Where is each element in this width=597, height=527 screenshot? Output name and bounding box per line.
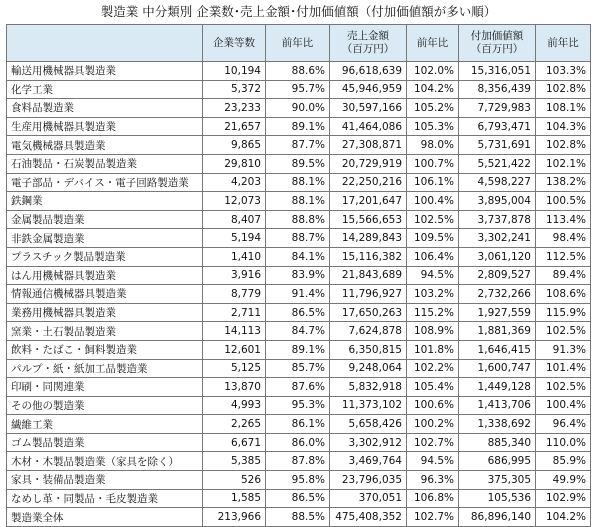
value-cell: 105.2%	[407, 99, 459, 118]
value-cell: 4,993	[203, 396, 266, 415]
table-row	[7, 247, 591, 266]
table-row	[7, 210, 591, 229]
value-cell: 115.9%	[536, 303, 591, 322]
value-cell: 85.7%	[266, 359, 330, 378]
value-cell: 103.3%	[536, 62, 591, 81]
value-cell: 88.1%	[266, 173, 330, 192]
value-cell: 2,265	[203, 415, 266, 434]
table-row	[7, 471, 591, 490]
value-cell: 102.7%	[407, 433, 459, 452]
value-cell: 86,896,140	[459, 508, 536, 527]
value-cell: 21,657	[203, 117, 266, 136]
value-cell: 17,201,647	[330, 192, 407, 211]
industry-name-cell: はん用機械器具製造業	[7, 266, 203, 285]
value-cell: 27,308,871	[330, 136, 407, 155]
value-cell: 30,597,166	[330, 99, 407, 118]
value-cell: 89.4%	[536, 266, 591, 285]
value-cell: 8,407	[203, 210, 266, 229]
industry-name-cell: 電気機械器具製造業	[7, 136, 203, 155]
value-cell: 115.2%	[407, 303, 459, 322]
value-cell: 23,796,035	[330, 471, 407, 490]
value-cell: 96.4%	[536, 415, 591, 434]
table-row	[7, 359, 591, 378]
table-row	[7, 433, 591, 452]
table-row	[7, 378, 591, 397]
value-cell: 15,116,382	[330, 247, 407, 266]
industry-name-cell: 輸送用機械器具製造業	[7, 62, 203, 81]
industry-name-cell: なめし革・同製品・毛皮製造業	[7, 489, 203, 508]
industry-name-cell: 化学工業	[7, 80, 203, 99]
value-cell: 2,711	[203, 303, 266, 322]
value-cell: 5,658,426	[330, 415, 407, 434]
value-cell: 41,464,086	[330, 117, 407, 136]
industry-name-cell: 印刷・同関連業	[7, 378, 203, 397]
value-cell: 885,340	[459, 433, 536, 452]
value-cell: 5,731,691	[459, 136, 536, 155]
value-cell: 102.0%	[407, 62, 459, 81]
value-cell: 89.5%	[266, 154, 330, 173]
value-cell: 5,372	[203, 80, 266, 99]
value-cell: 84.1%	[266, 247, 330, 266]
column-header: 売上金額 （百万円）	[330, 25, 407, 62]
value-cell: 95.3%	[266, 396, 330, 415]
value-cell: 100.7%	[407, 154, 459, 173]
industry-name-cell: 鉄鋼業	[7, 192, 203, 211]
value-cell: 3,737,878	[459, 210, 536, 229]
value-cell: 94.5%	[407, 266, 459, 285]
industry-name-cell: 木材・木製品製造業（家具を除く）	[7, 452, 203, 471]
industry-name-cell: 業務用機械器具製造業	[7, 303, 203, 322]
value-cell: 102.7%	[407, 508, 459, 527]
value-cell: 14,289,843	[330, 229, 407, 248]
value-cell: 101.4%	[536, 359, 591, 378]
value-cell: 94.5%	[407, 452, 459, 471]
table-row	[7, 192, 591, 211]
column-header: 前年比	[536, 25, 591, 62]
value-cell: 101.8%	[407, 340, 459, 359]
value-cell: 10,194	[203, 62, 266, 81]
value-cell: 1,449,128	[459, 378, 536, 397]
industry-name-cell: 家具・装備品製造業	[7, 471, 203, 490]
value-cell: 12,601	[203, 340, 266, 359]
value-cell: 100.4%	[407, 192, 459, 211]
value-cell: 4,203	[203, 173, 266, 192]
value-cell: 86.0%	[266, 433, 330, 452]
industry-name-cell: その他の製造業	[7, 396, 203, 415]
value-cell: 102.5%	[536, 322, 591, 341]
value-cell: 475,408,352	[330, 508, 407, 527]
value-cell: 3,895,004	[459, 192, 536, 211]
value-cell: 3,061,120	[459, 247, 536, 266]
value-cell: 102.1%	[536, 154, 591, 173]
value-cell: 88.5%	[266, 508, 330, 527]
value-cell: 102.5%	[536, 378, 591, 397]
value-cell: 87.8%	[266, 452, 330, 471]
table-row	[7, 173, 591, 192]
value-cell: 95.8%	[266, 471, 330, 490]
value-cell: 526	[203, 471, 266, 490]
value-cell: 21,843,689	[330, 266, 407, 285]
table-row	[7, 452, 591, 471]
industry-name-cell: 窯業・土石製品製造業	[7, 322, 203, 341]
value-cell: 22,250,216	[330, 173, 407, 192]
value-cell: 100.2%	[407, 415, 459, 434]
industry-name-cell: 石油製品・石炭製品製造業	[7, 154, 203, 173]
industry-name-cell: 食料品製造業	[7, 99, 203, 118]
value-cell: 87.6%	[266, 378, 330, 397]
industry-name-cell: 情報通信機械器具製造業	[7, 285, 203, 304]
value-cell: 12,073	[203, 192, 266, 211]
value-cell: 6,350,815	[330, 340, 407, 359]
value-cell: 91.4%	[266, 285, 330, 304]
value-cell: 1,600,747	[459, 359, 536, 378]
value-cell: 96,618,639	[330, 62, 407, 81]
value-cell: 83.9%	[266, 266, 330, 285]
value-cell: 100.6%	[407, 396, 459, 415]
table-row	[7, 62, 591, 81]
value-cell: 14,113	[203, 322, 266, 341]
header-row	[7, 25, 591, 62]
table-row	[7, 136, 591, 155]
table-row	[7, 340, 591, 359]
table-row	[7, 117, 591, 136]
column-header: 付加価値額 （百万円）	[459, 25, 536, 62]
value-cell: 7,624,878	[330, 322, 407, 341]
value-cell: 11,796,927	[330, 285, 407, 304]
value-cell: 1,881,369	[459, 322, 536, 341]
value-cell: 108.6%	[536, 285, 591, 304]
value-cell: 86.1%	[266, 415, 330, 434]
industry-name-cell: 飲料・たばこ・飼料製造業	[7, 340, 203, 359]
value-cell: 86.5%	[266, 489, 330, 508]
value-cell: 104.2%	[407, 80, 459, 99]
value-cell: 375,305	[459, 471, 536, 490]
value-cell: 106.1%	[407, 173, 459, 192]
value-cell: 138.2%	[536, 173, 591, 192]
value-cell: 5,194	[203, 229, 266, 248]
value-cell: 103.2%	[407, 285, 459, 304]
value-cell: 8,356,439	[459, 80, 536, 99]
value-cell: 15,566,653	[330, 210, 407, 229]
value-cell: 3,302,241	[459, 229, 536, 248]
value-cell: 106.8%	[407, 489, 459, 508]
value-cell: 23,233	[203, 99, 266, 118]
table-row	[7, 303, 591, 322]
value-cell: 1,338,692	[459, 415, 536, 434]
value-cell: 9,248,064	[330, 359, 407, 378]
value-cell: 17,650,263	[330, 303, 407, 322]
table-body	[7, 62, 591, 527]
page-title: 製造業 中分類別 企業数･売上金額･付加価値額（付加価値額が多い順）	[100, 4, 497, 19]
value-cell: 3,916	[203, 266, 266, 285]
table-row	[7, 415, 591, 434]
industry-name-cell: プラスチック製品製造業	[7, 247, 203, 266]
value-cell: 88.8%	[266, 210, 330, 229]
industry-name-cell: 生産用機械器具製造業	[7, 117, 203, 136]
value-cell: 90.0%	[266, 99, 330, 118]
value-cell: 110.0%	[536, 433, 591, 452]
value-cell: 102.8%	[536, 80, 591, 99]
value-cell: 213,966	[203, 508, 266, 527]
table-row	[7, 508, 591, 527]
value-cell: 2,732,266	[459, 285, 536, 304]
data-table	[6, 24, 591, 527]
value-cell: 2,809,527	[459, 266, 536, 285]
table-row	[7, 396, 591, 415]
industry-name-cell: ゴム製品製造業	[7, 433, 203, 452]
value-cell: 88.1%	[266, 192, 330, 211]
value-cell: 108.1%	[536, 99, 591, 118]
value-cell: 102.8%	[536, 136, 591, 155]
value-cell: 1,410	[203, 247, 266, 266]
value-cell: 6,671	[203, 433, 266, 452]
value-cell: 7,729,983	[459, 99, 536, 118]
value-cell: 104.3%	[536, 117, 591, 136]
value-cell: 5,521,422	[459, 154, 536, 173]
value-cell: 1,646,415	[459, 340, 536, 359]
value-cell: 102.2%	[407, 359, 459, 378]
value-cell: 109.5%	[407, 229, 459, 248]
value-cell: 108.9%	[407, 322, 459, 341]
industry-name-cell: 金属製品製造業	[7, 210, 203, 229]
value-cell: 104.2%	[536, 508, 591, 527]
value-cell: 96.3%	[407, 471, 459, 490]
value-cell: 5,832,918	[330, 378, 407, 397]
value-cell: 20,729,919	[330, 154, 407, 173]
table-row	[7, 489, 591, 508]
value-cell: 102.5%	[407, 210, 459, 229]
value-cell: 84.7%	[266, 322, 330, 341]
column-header: 前年比	[407, 25, 459, 62]
value-cell: 13,870	[203, 378, 266, 397]
table-row	[7, 80, 591, 99]
value-cell: 49.9%	[536, 471, 591, 490]
value-cell: 112.5%	[536, 247, 591, 266]
value-cell: 1,413,706	[459, 396, 536, 415]
value-cell: 98.4%	[536, 229, 591, 248]
value-cell: 85.9%	[536, 452, 591, 471]
value-cell: 105.4%	[407, 378, 459, 397]
value-cell: 686,995	[459, 452, 536, 471]
table-row	[7, 229, 591, 248]
value-cell: 15,316,051	[459, 62, 536, 81]
industry-name-cell: 繊維工業	[7, 415, 203, 434]
value-cell: 87.7%	[266, 136, 330, 155]
value-cell: 105,536	[459, 489, 536, 508]
table-row	[7, 285, 591, 304]
value-cell: 102.9%	[536, 489, 591, 508]
value-cell: 370,051	[330, 489, 407, 508]
value-cell: 5,125	[203, 359, 266, 378]
value-cell: 113.4%	[536, 210, 591, 229]
value-cell: 8,779	[203, 285, 266, 304]
value-cell: 1,927,559	[459, 303, 536, 322]
value-cell: 3,469,764	[330, 452, 407, 471]
value-cell: 1,585	[203, 489, 266, 508]
value-cell: 11,373,102	[330, 396, 407, 415]
value-cell: 98.0%	[407, 136, 459, 155]
value-cell: 4,598,227	[459, 173, 536, 192]
value-cell: 29,810	[203, 154, 266, 173]
value-cell: 95.7%	[266, 80, 330, 99]
value-cell: 5,385	[203, 452, 266, 471]
column-header	[7, 25, 203, 62]
table-row	[7, 322, 591, 341]
table-row	[7, 154, 591, 173]
value-cell: 106.4%	[407, 247, 459, 266]
value-cell: 6,793,471	[459, 117, 536, 136]
value-cell: 88.6%	[266, 62, 330, 81]
value-cell: 86.5%	[266, 303, 330, 322]
value-cell: 89.1%	[266, 340, 330, 359]
industry-name-cell: 非鉄金属製造業	[7, 229, 203, 248]
value-cell: 45,946,959	[330, 80, 407, 99]
industry-name-cell: 製造業全体	[7, 508, 203, 527]
value-cell: 100.4%	[536, 396, 591, 415]
value-cell: 88.7%	[266, 229, 330, 248]
value-cell: 105.3%	[407, 117, 459, 136]
value-cell: 100.5%	[536, 192, 591, 211]
value-cell: 89.1%	[266, 117, 330, 136]
table-row	[7, 266, 591, 285]
column-header: 前年比	[266, 25, 330, 62]
value-cell: 91.3%	[536, 340, 591, 359]
value-cell: 3,302,912	[330, 433, 407, 452]
value-cell: 9,865	[203, 136, 266, 155]
industry-name-cell: パルプ・紙・紙加工品製造業	[7, 359, 203, 378]
table-row	[7, 99, 591, 118]
industry-name-cell: 電子部品・デバイス・電子回路製造業	[7, 173, 203, 192]
column-header: 企業等数	[203, 25, 266, 62]
